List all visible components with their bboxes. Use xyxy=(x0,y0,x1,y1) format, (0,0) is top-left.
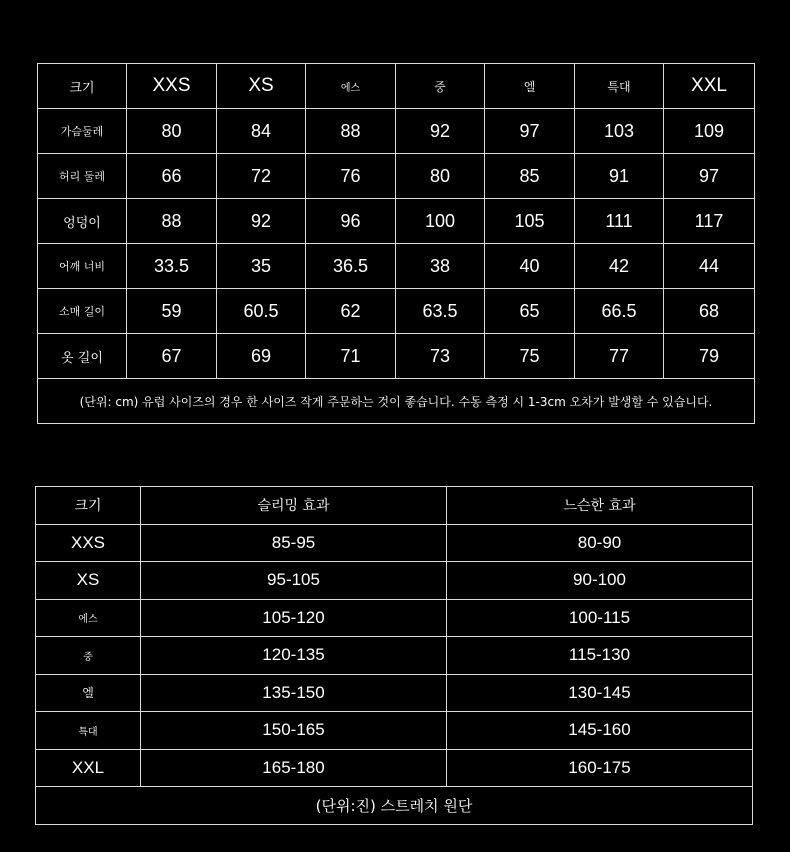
size-cell: XXS xyxy=(36,524,141,562)
table-row xyxy=(38,334,755,379)
header-cell-loose: 느슨한 효과 xyxy=(447,487,753,525)
table-cell: 35 xyxy=(217,244,306,289)
table-cell: 100 xyxy=(396,199,485,244)
header-cell-xxs: XXS xyxy=(127,64,217,109)
table-cell: 72 xyxy=(217,154,306,199)
table-cell: 33.5 xyxy=(127,244,217,289)
note-row xyxy=(36,787,753,825)
stretch-chart-table xyxy=(35,486,753,825)
table-cell: 96 xyxy=(306,199,396,244)
table-cell: 60.5 xyxy=(217,289,306,334)
table-cell: 80 xyxy=(396,154,485,199)
size-cell: 중 xyxy=(36,637,141,675)
header-cell-slim: 슬리밍 효과 xyxy=(141,487,447,525)
table-cell: 75 xyxy=(485,334,575,379)
table-cell: 92 xyxy=(217,199,306,244)
slim-cell: 165-180 xyxy=(141,749,447,787)
row-label: 허리 둘레 xyxy=(38,154,127,199)
slim-cell: 85-95 xyxy=(141,524,447,562)
slim-cell: 120-135 xyxy=(141,637,447,675)
row-label: 엉덩이 xyxy=(38,199,127,244)
table-cell: 38 xyxy=(396,244,485,289)
note-row xyxy=(38,379,755,424)
size-chart-table xyxy=(37,63,755,424)
table-cell: 109 xyxy=(664,109,755,154)
table-cell: 66 xyxy=(127,154,217,199)
table-row xyxy=(36,524,753,562)
header-cell-size: 크기 xyxy=(38,64,127,109)
table-cell: 85 xyxy=(485,154,575,199)
table-cell: 66.5 xyxy=(575,289,664,334)
table-cell: 69 xyxy=(217,334,306,379)
header-cell-xs: XS xyxy=(217,64,306,109)
table-row xyxy=(38,109,755,154)
loose-cell: 145-160 xyxy=(447,712,753,750)
table-cell: 80 xyxy=(127,109,217,154)
slim-cell: 95-105 xyxy=(141,562,447,600)
loose-cell: 160-175 xyxy=(447,749,753,787)
loose-cell: 115-130 xyxy=(447,637,753,675)
table-cell: 59 xyxy=(127,289,217,334)
table-row xyxy=(38,289,755,334)
header-cell-s: 에스 xyxy=(306,64,396,109)
size-cell: 엘 xyxy=(36,674,141,712)
slim-cell: 105-120 xyxy=(141,599,447,637)
table-cell: 92 xyxy=(396,109,485,154)
table-cell: 40 xyxy=(485,244,575,289)
row-label: 옷 길이 xyxy=(38,334,127,379)
stretch-chart-header-row xyxy=(36,487,753,525)
table-cell: 73 xyxy=(396,334,485,379)
table-row xyxy=(36,674,753,712)
size-cell: XS xyxy=(36,562,141,600)
loose-cell: 130-145 xyxy=(447,674,753,712)
size-cell: 특대 xyxy=(36,712,141,750)
row-label: 어깨 너비 xyxy=(38,244,127,289)
table-cell: 36.5 xyxy=(306,244,396,289)
table-cell: 68 xyxy=(664,289,755,334)
header-cell-xxl: XXL xyxy=(664,64,755,109)
table-row xyxy=(38,244,755,289)
size-cell: XXL xyxy=(36,749,141,787)
table-row xyxy=(38,154,755,199)
size-chart-note: (단위: cm) 유럽 사이즈의 경우 한 사이즈 작게 주문하는 것이 좋습니다. 수동 측정 시 1-3cm 오차가 발생할 수 있습니다. xyxy=(38,379,755,424)
size-chart-header-row xyxy=(38,64,755,109)
slim-cell: 150-165 xyxy=(141,712,447,750)
header-cell-size: 크기 xyxy=(36,487,141,525)
table-cell: 91 xyxy=(575,154,664,199)
table-cell: 71 xyxy=(306,334,396,379)
table-cell: 97 xyxy=(485,109,575,154)
table-cell: 42 xyxy=(575,244,664,289)
table-cell: 111 xyxy=(575,199,664,244)
table-row xyxy=(38,199,755,244)
table-cell: 117 xyxy=(664,199,755,244)
size-cell: 에스 xyxy=(36,599,141,637)
stretch-chart-note: (단위:진) 스트레치 원단 xyxy=(36,787,753,825)
table-cell: 63.5 xyxy=(396,289,485,334)
table-cell: 76 xyxy=(306,154,396,199)
table-cell: 84 xyxy=(217,109,306,154)
row-label: 가슴둘레 xyxy=(38,109,127,154)
row-label: 소매 길이 xyxy=(38,289,127,334)
loose-cell: 90-100 xyxy=(447,562,753,600)
loose-cell: 80-90 xyxy=(447,524,753,562)
table-row xyxy=(36,599,753,637)
table-cell: 97 xyxy=(664,154,755,199)
table-cell: 62 xyxy=(306,289,396,334)
loose-cell: 100-115 xyxy=(447,599,753,637)
table-cell: 79 xyxy=(664,334,755,379)
header-cell-m: 중 xyxy=(396,64,485,109)
table-row xyxy=(36,749,753,787)
header-cell-xl: 특대 xyxy=(575,64,664,109)
table-cell: 67 xyxy=(127,334,217,379)
table-cell: 77 xyxy=(575,334,664,379)
table-row xyxy=(36,637,753,675)
table-cell: 88 xyxy=(127,199,217,244)
header-cell-l: 엘 xyxy=(485,64,575,109)
table-row xyxy=(36,712,753,750)
table-cell: 65 xyxy=(485,289,575,334)
slim-cell: 135-150 xyxy=(141,674,447,712)
table-cell: 88 xyxy=(306,109,396,154)
table-cell: 103 xyxy=(575,109,664,154)
table-cell: 105 xyxy=(485,199,575,244)
table-row xyxy=(36,562,753,600)
table-cell: 44 xyxy=(664,244,755,289)
